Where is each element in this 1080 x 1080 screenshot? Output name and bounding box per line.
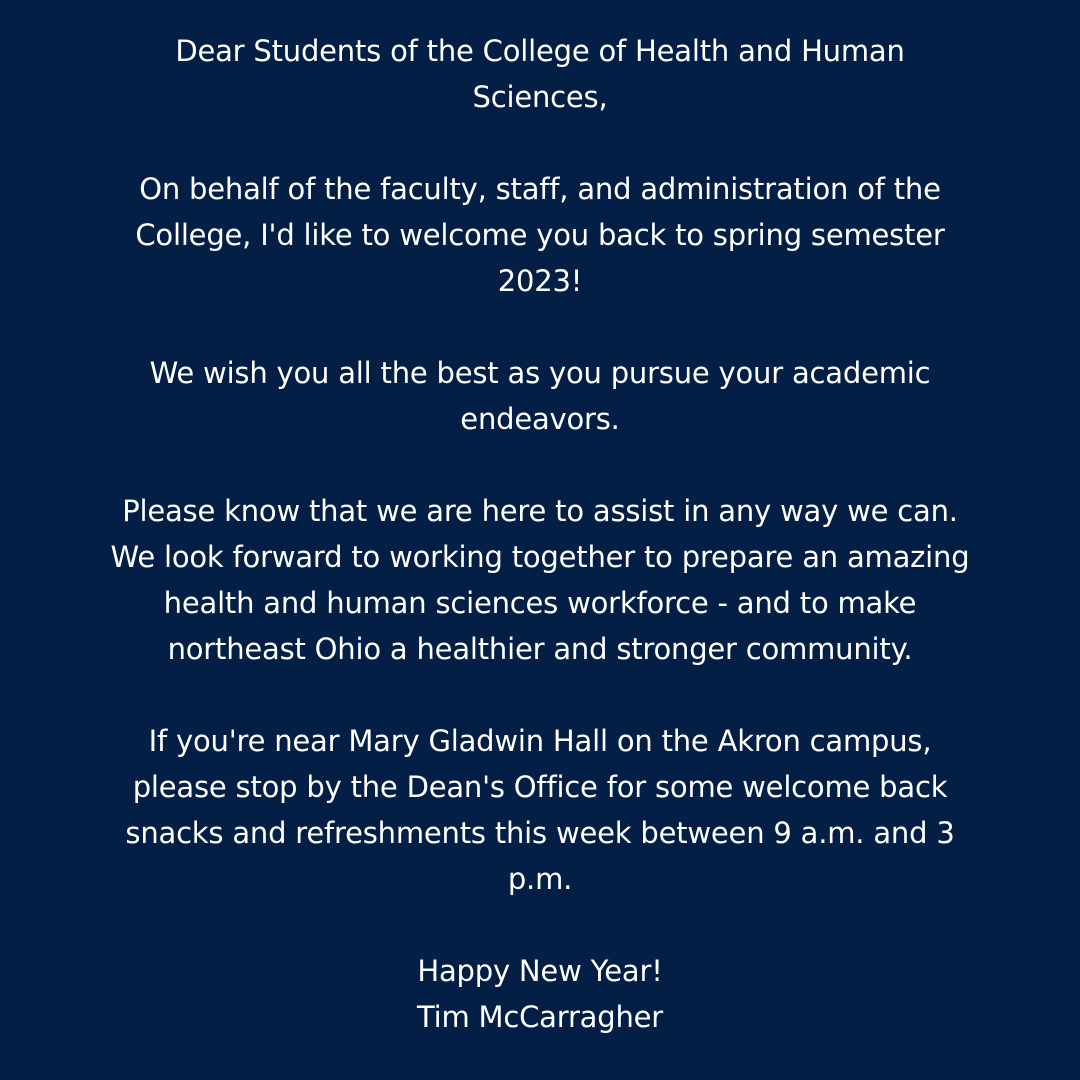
salutation-line: Sciences,	[472, 80, 608, 114]
welcome-line: 2023!	[497, 264, 583, 298]
paragraph-gap	[40, 672, 1040, 718]
letter-body	[40, 28, 1040, 1040]
invite-line: p.m.	[507, 862, 573, 896]
invite-line: If you're near Mary Gladwin Hall on the Akron campus,	[148, 724, 932, 758]
invite-line: please stop by the Dean's Office for some welcome back	[132, 770, 948, 804]
paragraph-gap	[40, 442, 1040, 488]
wishes-paragraph	[40, 350, 1040, 442]
paragraph-gap	[40, 902, 1040, 948]
assist-line: northeast Ohio a healthier and stronger community.	[167, 632, 913, 666]
invite-paragraph	[40, 718, 1040, 902]
salutation-paragraph	[40, 28, 1040, 120]
welcome-line: On behalf of the faculty, staff, and administration of the	[139, 172, 941, 206]
paragraph-gap	[40, 304, 1040, 350]
assist-line: We look forward to working together to prepare an amazing	[110, 540, 970, 574]
assist-line: Please know that we are here to assist in any way we can.	[122, 494, 958, 528]
welcome-paragraph	[40, 166, 1040, 304]
assist-paragraph	[40, 488, 1040, 672]
invite-line: snacks and refreshments this week between 9 a.m. and 3	[125, 816, 955, 850]
paragraph-gap	[40, 120, 1040, 166]
welcome-line: College, I'd like to welcome you back to spring semester	[135, 218, 945, 252]
salutation-line: Dear Students of the College of Health and Human	[175, 34, 905, 68]
wishes-line: We wish you all the best as you pursue your academic	[149, 356, 931, 390]
closing-block	[40, 948, 1040, 1040]
assist-line: health and human sciences workforce - and to make	[163, 586, 917, 620]
closing-line: Happy New Year!	[417, 954, 663, 988]
signature: Tim McCarragher	[417, 1000, 663, 1034]
wishes-line: endeavors.	[460, 402, 620, 436]
